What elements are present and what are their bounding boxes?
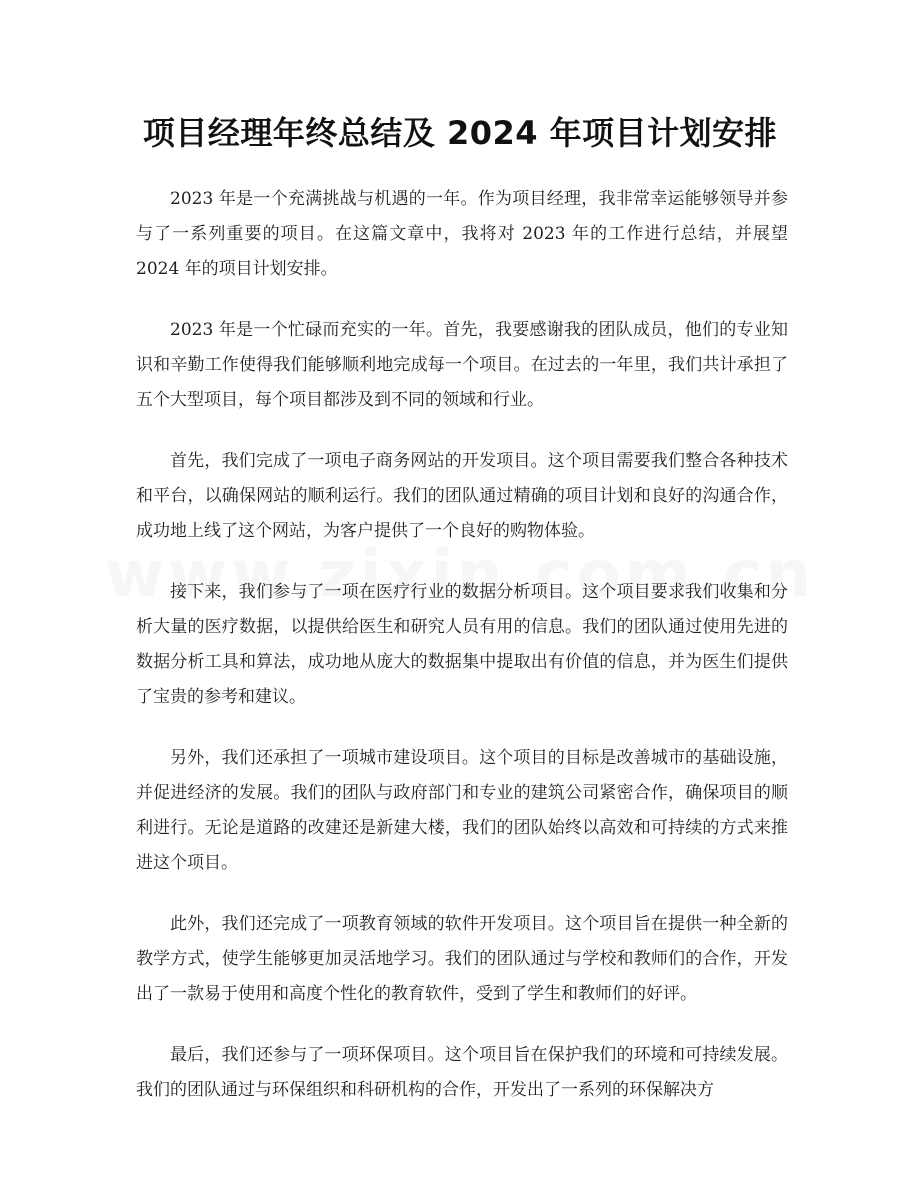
paragraph-education-software: 此外，我们还完成了一项教育领域的软件开发项目。这个项目旨在提供一种全新的教学方式，使学生能够更加灵活地学习。我们的团队通过与学校和教师们的合作，开发出了一款易于使用和高度个性化的教育软件，受到了学生和教师们的好评。 [136,914,788,1004]
paragraph-city-construction: 另外，我们还承担了一项城市建设项目。这个项目的目标是改善城市的基础设施，并促进经济的发展。我们的团队与政府部门和专业的建筑公司紧密合作，确保项目的顺利进行。无论是道路的改建还是新建大楼，我们的团队始终以高效和可持续的方式来推进这个项目。 [136,748,788,873]
paragraph-medical-data: 接下来，我们参与了一项在医疗行业的数据分析项目。这个项目要求我们收集和分析大量的医疗数据，以提供给医生和研究人员有用的信息。我们的团队通过使用先进的数据分析工具和算法，成功地从庞大的数据集中提取出有价值的信息，并为医生们提供了宝贵的参考和建议。 [136,582,788,707]
paragraph-intro: 2023 年是一个充满挑战与机遇的一年。作为项目经理，我非常幸运能够领导并参与了一系列重要的项目。在这篇文章中，我将对 2023 年的工作进行总结，并展望 2024 年的项目计划安排。 [136,189,788,279]
document-body [136,182,788,1134]
document-title: 项目经理年终总结及 2024 年项目计划安排 [142,114,778,152]
paragraph-environmental: 最后，我们还参与了一项环保项目。这个项目旨在保护我们的环境和可持续发展。我们的团队通过与环保组织和科研机构的合作，开发出了一系列的环保解决方 [136,1045,788,1100]
paragraph-2023-overview: 2023 年是一个忙碌而充实的一年。首先，我要感谢我的团队成员，他们的专业知识和辛勤工作使得我们能够顺利地完成每一个项目。在过去的一年里，我们共计承担了五个大型项目，每个项目都涉及到不同的领域和行业。 [136,320,788,410]
paragraph-ecommerce: 首先，我们完成了一项电子商务网站的开发项目。这个项目需要我们整合各种技术和平台，以确保网站的顺利运行。我们的团队通过精确的项目计划和良好的沟通合作，成功地上线了这个网站，为客户提供了一个良好的购物体验。 [136,451,788,541]
